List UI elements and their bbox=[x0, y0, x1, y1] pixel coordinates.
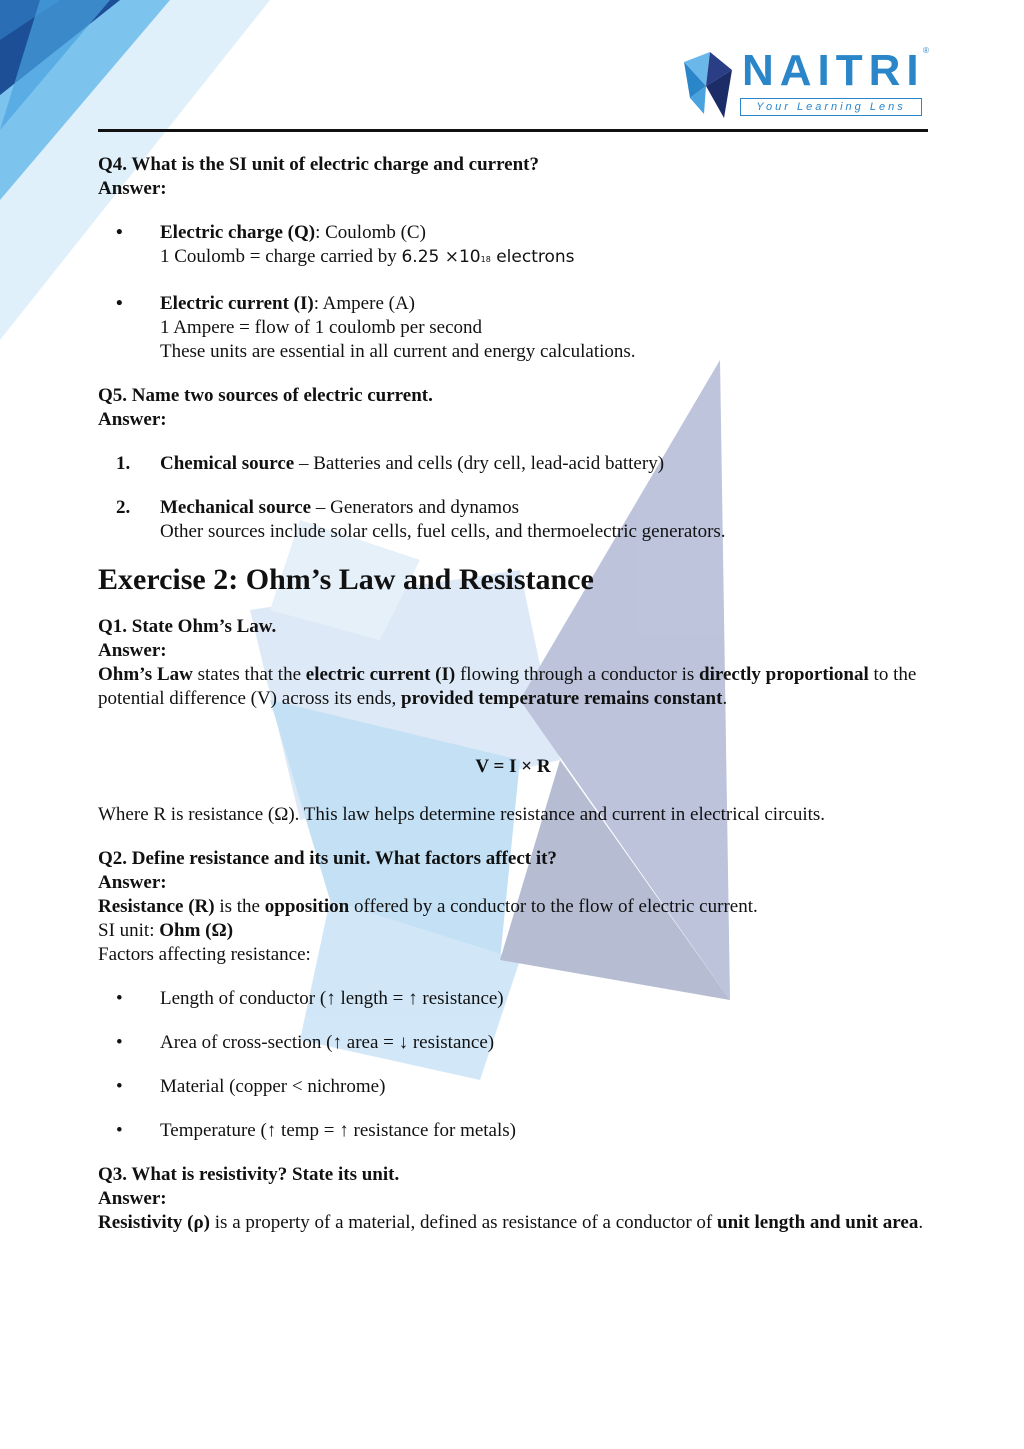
list-item bbox=[98, 1031, 928, 1055]
registered-mark: ® bbox=[923, 46, 929, 55]
text: offered by a conductor to the flow of electric current. bbox=[349, 896, 758, 917]
text: states that the bbox=[192, 664, 306, 685]
bold-text: directly proportional bbox=[699, 664, 869, 685]
list-item bbox=[98, 221, 928, 272]
text: is the bbox=[214, 896, 265, 917]
bullet: • bbox=[116, 1120, 123, 1141]
naitri-logo bbox=[680, 44, 930, 120]
line: These units are essential in all current and energy calculations. bbox=[160, 341, 636, 362]
resistance-definition bbox=[98, 895, 928, 919]
bullet: • bbox=[116, 293, 123, 314]
resistivity-definition bbox=[98, 1211, 928, 1235]
bullet: • bbox=[116, 222, 123, 243]
term: Electric charge (Q) bbox=[160, 222, 316, 243]
brand-name: NAITRI bbox=[742, 46, 925, 95]
document-body bbox=[98, 153, 928, 1235]
ohms-law-note: Where R is resistance (Ω). This law helps determine resistance and current in electrical circuits. bbox=[98, 804, 826, 825]
factor-text: Material (copper < nichrome) bbox=[160, 1076, 386, 1097]
list-number: 1. bbox=[116, 453, 131, 474]
bold-text: electric current (I) bbox=[305, 664, 456, 685]
text: flowing through a conductor is bbox=[455, 664, 700, 685]
header-divider bbox=[98, 129, 928, 132]
ohms-law-statement bbox=[98, 663, 928, 711]
bold-text: provided temperature remains constant bbox=[401, 688, 723, 709]
text: . bbox=[918, 1212, 924, 1233]
brand-tagline: Your Learning Lens bbox=[740, 98, 922, 116]
factor-text: Temperature (↑ temp = ↑ resistance for metals) bbox=[160, 1120, 516, 1141]
q5-question: Q5. Name two sources of electric current. bbox=[98, 385, 433, 406]
definition: – Generators and dynamos bbox=[311, 497, 519, 518]
line: Other sources include solar cells, fuel cells, and thermoelectric generators. bbox=[160, 521, 726, 542]
definition: : Ampere (A) bbox=[313, 293, 416, 314]
bold-text: Resistance (R) bbox=[98, 896, 215, 917]
text: . bbox=[722, 688, 728, 709]
si-label: SI unit: bbox=[98, 920, 160, 941]
ex2-q3-question: Q3. What is resistivity? State its unit. bbox=[98, 1164, 400, 1185]
ex2-q2-question: Q2. Define resistance and its unit. What factors affect it? bbox=[98, 848, 557, 869]
list-item bbox=[98, 452, 928, 476]
term: Chemical source bbox=[160, 453, 295, 474]
q4-answer-label: Answer: bbox=[98, 178, 167, 199]
bold-text: opposition bbox=[264, 896, 350, 917]
list-number: 2. bbox=[116, 497, 131, 518]
ex2-q1-question: Q1. State Ohm’s Law. bbox=[98, 616, 277, 637]
coulomb-text: 1 Coulomb = charge carried by bbox=[160, 246, 402, 267]
bullet: • bbox=[116, 988, 123, 1009]
bold-text: Resistivity (ρ) bbox=[98, 1212, 211, 1233]
naitri-logo-mark-icon bbox=[680, 48, 736, 120]
bold-text: Ohm’s Law bbox=[98, 664, 193, 685]
bullet: • bbox=[116, 1076, 123, 1097]
list-item bbox=[98, 292, 928, 364]
bold-text: unit length and unit area bbox=[717, 1212, 919, 1233]
list-item bbox=[98, 1075, 928, 1099]
q4-question: Q4. What is the SI unit of electric charge and current? bbox=[98, 154, 540, 175]
text: is a property of a material, defined as resistance of a conductor of bbox=[210, 1212, 718, 1233]
definition: – Batteries and cells (dry cell, lead-acid battery) bbox=[294, 453, 665, 474]
coulomb-unit: electrons bbox=[490, 247, 575, 267]
ex2-q2-answer-label: Answer: bbox=[98, 872, 167, 893]
list-item bbox=[98, 987, 928, 1011]
ohms-law-equation: V = I × R bbox=[475, 756, 551, 777]
q5-answer-label: Answer: bbox=[98, 409, 167, 430]
factor-text: Area of cross-section (↑ area = ↓ resistance) bbox=[160, 1032, 495, 1053]
list-item bbox=[98, 496, 928, 544]
ex2-q1-answer-label: Answer: bbox=[98, 640, 167, 661]
term: Mechanical source bbox=[160, 497, 312, 518]
term: Electric current (I) bbox=[160, 293, 314, 314]
text: to the potential difference (V) across its ends, bbox=[98, 664, 917, 709]
definition: : Coulomb (C) bbox=[315, 222, 426, 243]
si-value: Ohm (Ω) bbox=[159, 920, 234, 941]
line: 1 Ampere = flow of 1 coulomb per second bbox=[160, 317, 483, 338]
exercise-2-heading: Exercise 2: Ohm’s Law and Resistance bbox=[98, 563, 594, 596]
si-unit-line bbox=[98, 919, 928, 943]
factor-text: Length of conductor (↑ length = ↑ resistance) bbox=[160, 988, 504, 1009]
bullet: • bbox=[116, 1032, 123, 1053]
factors-label: Factors affecting resistance: bbox=[98, 944, 311, 965]
list-item bbox=[98, 1119, 928, 1143]
ex2-q3-answer-label: Answer: bbox=[98, 1188, 167, 1209]
coulomb-number: 6.25 ×10 bbox=[401, 247, 481, 267]
coulomb-exponent: 18 bbox=[480, 255, 491, 264]
